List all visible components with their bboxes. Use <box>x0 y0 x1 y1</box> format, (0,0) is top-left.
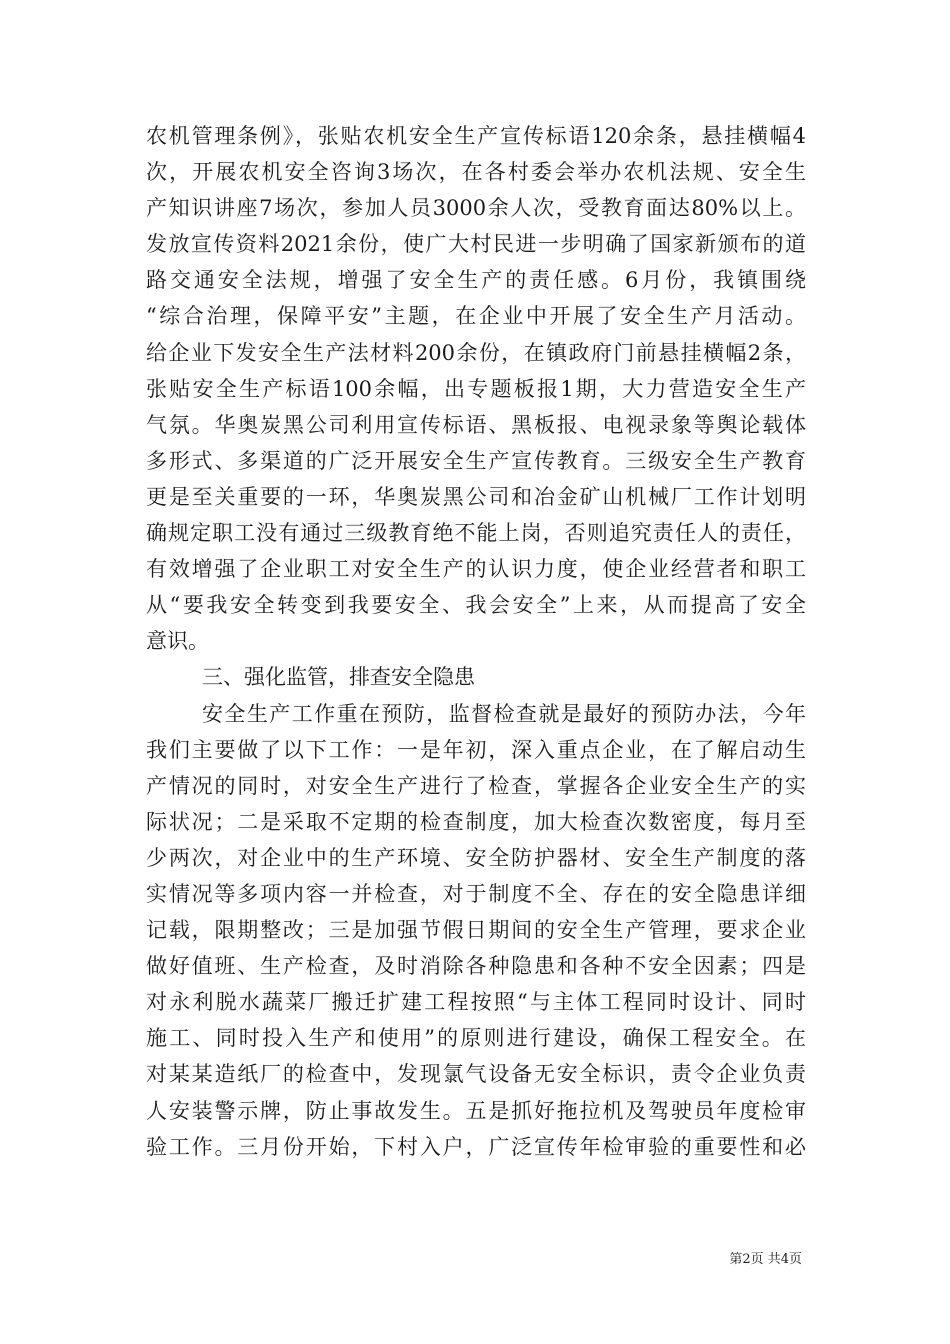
text-line: “综合治理，保障平安”主题，在企业中开展了安全生产月活动。 <box>146 304 806 329</box>
text-line: 农机管理条例》，张贴农机安全生产宣传标语120余条，悬挂横幅4 <box>146 124 806 148</box>
text-line: 我们主要做了以下工作：一是年初，深入重点企业，在了解启动生 <box>146 737 806 762</box>
text-line: 记载，限期整改；三是加强节假日期间的安全生产管理，要求企业 <box>146 918 806 943</box>
text-line: 多形式、多渠道的广泛开展安全生产宣传教育。三级安全生产教育 <box>146 448 806 473</box>
body-text <box>146 118 806 1165</box>
text-line: 施工、同时投入生产和使用”的原则进行建设，确保工程安全。在 <box>146 1026 806 1051</box>
text-line: 张贴安全生产标语100余幅，出专题板报1期，大力营造安全生产 <box>146 376 806 401</box>
text-line: 对永利脱水蔬菜厂搬迁扩建工程按照“与主体工程同时设计、同时 <box>146 990 806 1015</box>
text-line: 安全生产工作重在预防，监督检查就是最好的预防办法，今年 <box>202 701 806 726</box>
text-line: 验工作。三月份开始，下村入户，广泛宣传年检审验的重要性和必 <box>146 1134 806 1159</box>
text-line: 有效增强了企业职工对安全生产的认识力度，使企业经营者和职工 <box>146 557 806 582</box>
text-line: 给企业下发安全生产法材料200余份，在镇政府门前悬挂横幅2条， <box>146 340 806 365</box>
text-line: 产知识讲座7场次，参加人员3000余人次，受教育面达80%以上。 <box>146 196 806 221</box>
text-line: 从“要我安全转变到我要安全、我会安全”上来，从而提高了安全 <box>146 593 806 618</box>
text-line: 做好值班、生产检查，及时消除各种隐患和各种不安全因素；四是 <box>146 954 806 979</box>
text-line: 人安装警示牌，防止事故发生。五是抓好拖拉机及驾驶员年度检审 <box>146 1098 806 1123</box>
text-line: 实情况等多项内容一并检查，对于制度不全、存在的安全隐患详细 <box>146 881 806 906</box>
text-line: 发放宣传资料2021余份，使广大村民进一步明确了国家新颁布的道 <box>146 232 806 257</box>
text-line: 确规定职工没有通过三级教育绝不能上岗，否则追究责任人的责任， <box>146 521 806 546</box>
text-line: 对某某造纸厂的检查中，发现氯气设备无安全标识，责令企业负责 <box>146 1062 806 1087</box>
text-line: 际状况；二是采取不定期的检查制度，加大检查次数密度，每月至 <box>146 809 806 834</box>
text-line: 路交通安全法规，增强了安全生产的责任感。6月份，我镇围绕 <box>146 268 806 293</box>
text-line: 气氛。华奥炭黑公司利用宣传标语、黑板报、电视录象等舆论载体 <box>146 412 806 437</box>
text-line: 更是至关重要的一环，华奥炭黑公司和冶金矿山机械厂工作计划明 <box>146 484 806 509</box>
section-heading: 三、强化监管，排查安全隐患 <box>202 665 475 690</box>
text-line: 产情况的同时，对安全生产进行了检查，掌握各企业安全生产的实 <box>146 773 806 798</box>
text-line: 少两次，对企业中的生产环境、安全防护器材、安全生产制度的落 <box>146 845 806 870</box>
text-line: 次，开展农机安全咨询3场次，在各村委会举办农机法规、安全生 <box>146 160 806 185</box>
page-number: 第2页 共4页 <box>729 1252 802 1267</box>
text-line: 意识。 <box>146 629 209 654</box>
